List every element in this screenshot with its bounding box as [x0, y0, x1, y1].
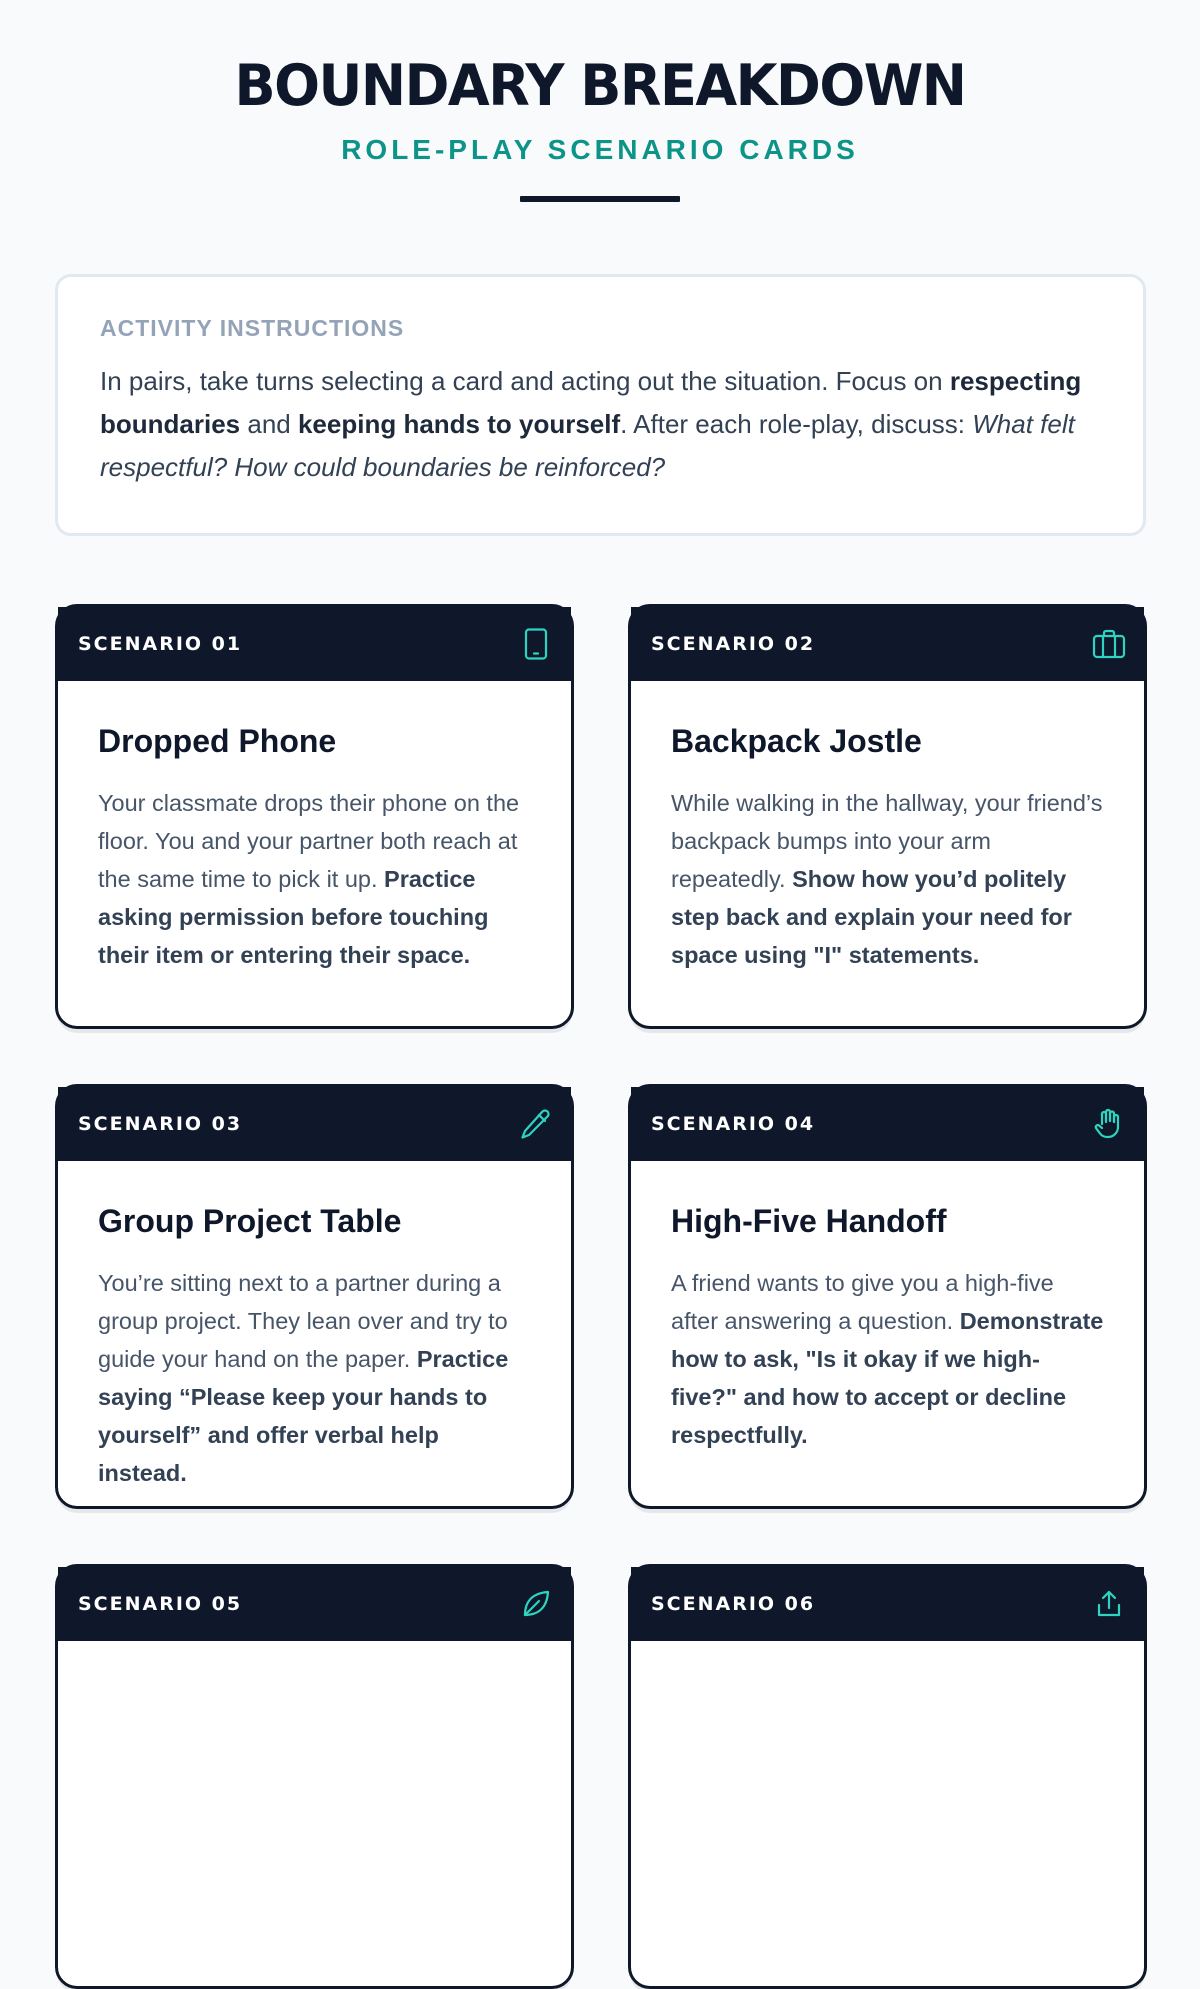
card-header — [631, 1087, 1144, 1161]
card-text: While walking in the hallway, your friend’s backpack bumps into your arm repeatedly. — [671, 790, 1103, 892]
card-practice-prompt: Practice asking permission before touching their item or entering their space. — [98, 866, 489, 968]
card-title: High-Five Handoff — [671, 1203, 947, 1239]
instructions-heading: ACTIVITY INSTRUCTIONS — [100, 315, 405, 341]
card-label: SCENARIO 02 — [651, 633, 816, 655]
card-header — [631, 1567, 1144, 1641]
instructions-text-part: In pairs, take turns selecting a card and acting out the situation. Focus on — [100, 366, 950, 396]
backpack-icon — [1092, 627, 1126, 661]
pencil-icon — [519, 1107, 553, 1141]
hand-icon — [1092, 1107, 1126, 1141]
leaf-icon — [519, 1587, 553, 1621]
card-description — [671, 1264, 1104, 1454]
card-body — [631, 1161, 1144, 1454]
scenario-card[interactable] — [628, 1084, 1147, 1509]
instructions-text — [100, 360, 1101, 489]
card-label: SCENARIO 05 — [78, 1593, 243, 1615]
card-practice-prompt: Practice saying “Please keep your hands to yourself” and offer verbal help instead. — [98, 1346, 509, 1486]
card-label: SCENARIO 01 — [78, 633, 243, 655]
card-practice-prompt: Show how you’d politely step back and explain your need for space using "I" statements. — [671, 866, 1072, 968]
card-label: SCENARIO 03 — [78, 1113, 243, 1135]
card-header — [58, 1567, 571, 1641]
scenario-card[interactable] — [55, 1084, 574, 1509]
card-label: SCENARIO 04 — [651, 1113, 816, 1135]
card-title: Group Project Table — [98, 1203, 402, 1239]
card-header — [631, 607, 1144, 681]
card-description — [671, 784, 1104, 974]
card-description — [98, 1264, 531, 1492]
scenario-card[interactable] — [55, 1564, 574, 1989]
scenario-card[interactable] — [628, 604, 1147, 1029]
page-subtitle: ROLE-PLAY SCENARIO CARDS — [341, 134, 859, 165]
instructions-panel — [55, 274, 1146, 536]
card-text: You’re sitting next to a partner during a group project. They lean over and try to guide your hand on the paper. — [98, 1270, 508, 1372]
card-body — [58, 681, 571, 974]
card-body — [58, 1161, 571, 1492]
card-practice-prompt: Demonstrate how to ask, "Is it okay if we high-five?" and how to accept or decline respectfully. — [671, 1308, 1104, 1448]
card-title: Backpack Jostle — [671, 723, 922, 759]
card-description — [98, 784, 531, 974]
title-divider — [520, 196, 680, 202]
card-text: Your classmate drops their phone on the floor. You and your partner both reach at the same time to pick it up. — [98, 790, 520, 892]
page-header — [0, 0, 1200, 202]
instructions-text-part: . After each role-play, discuss: — [620, 409, 973, 439]
page-title: BOUNDARY BREAKDOWN — [234, 52, 966, 119]
instructions-emphasis: respecting boundaries — [100, 366, 1082, 439]
instructions-emphasis: keeping hands to yourself — [297, 409, 621, 439]
card-text: A friend wants to give you a high-five after answering a question. — [671, 1270, 1054, 1334]
card-title: Dropped Phone — [98, 723, 337, 759]
instructions-text-part: and — [240, 409, 298, 439]
card-header — [58, 1087, 571, 1161]
card-label: SCENARIO 06 — [651, 1593, 816, 1615]
instructions-question: What felt respectful? How could boundaries be reinforced? — [100, 409, 1075, 482]
scenario-card[interactable] — [55, 604, 574, 1029]
phone-icon — [519, 627, 553, 661]
share-icon — [1092, 1587, 1126, 1621]
card-header — [58, 607, 571, 681]
card-body — [631, 681, 1144, 974]
scenario-card[interactable] — [628, 1564, 1147, 1989]
